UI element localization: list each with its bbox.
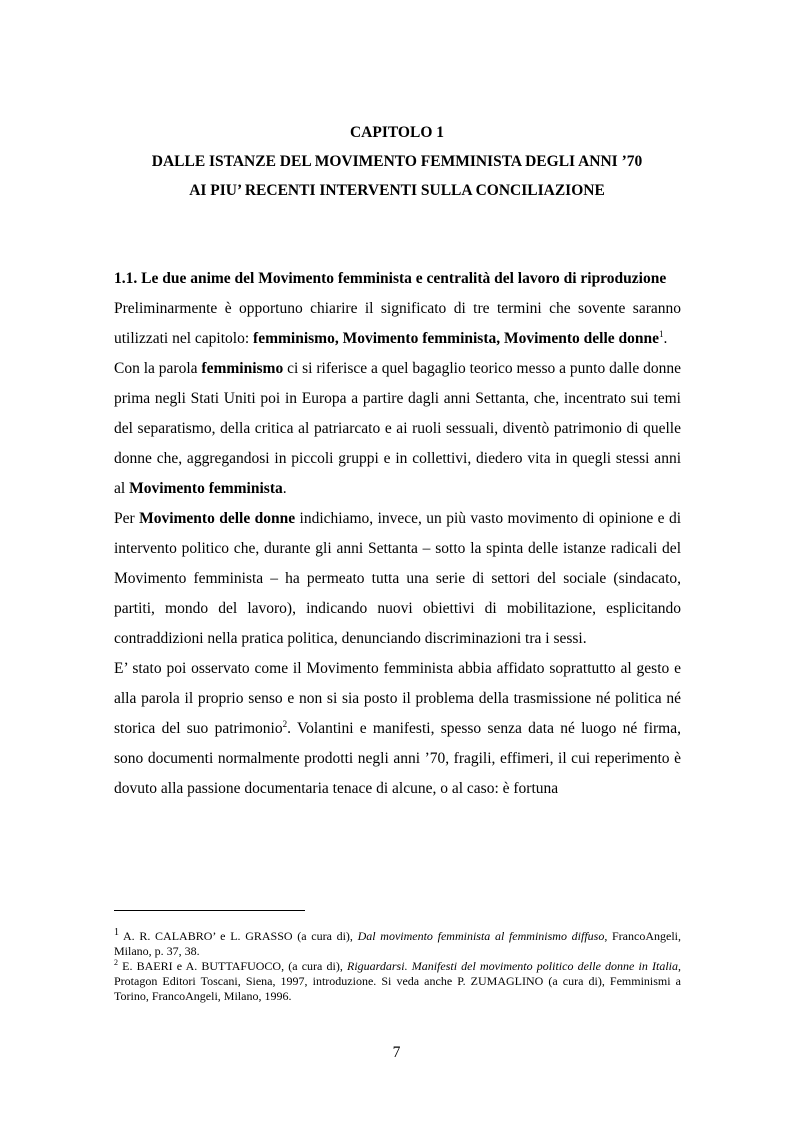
footnote-text: A. R. CALABRO’ e L. GRASSO (a cura di), [119, 929, 358, 943]
paragraph-text: E’ stato poi osservato come il Movimento femminista abbia affidato soprattutto al gesto e alla parola il proprio senso e non si sia posto il problema della trasmissione né politica né storica del suo patrimonio [114, 660, 681, 737]
paragraph-text: Per [114, 510, 140, 527]
footnote-text: , Protagon Editori Toscani, Siena, 1997, introduzione. Si veda anche P. ZUMAGLINO (a cura di), Femminismi a Torino, FrancoAngeli, Milano, 1996. [114, 959, 682, 1003]
section-heading: 1.1. Le due anime del Movimento femminista e centralità del lavoro di riproduzione [114, 270, 667, 287]
chapter-title-line-1: DALLE ISTANZE DEL MOVIMENTO FEMMINISTA DEGLI ANNI ’70 [151, 153, 643, 170]
paragraph-text: . [663, 330, 668, 347]
bold-term: Movimento delle donne [139, 510, 296, 527]
footnote-ref-1[interactable]: 1 [659, 328, 664, 339]
paragraph-movimento-donne [114, 504, 681, 654]
footnote-separator [114, 910, 305, 911]
page-number: 7 [392, 1044, 401, 1061]
footnote-title: Riguardarsi. Manifesti del movimento politico delle donne in Italia [347, 959, 679, 973]
footnote-mark: 1 [114, 927, 119, 938]
paragraph-text: Con la parola [114, 360, 202, 377]
paragraph-trasmissione [114, 654, 681, 804]
main-body [114, 264, 681, 804]
footnote-title: Dal movimento femminista al femminismo diffuso [357, 929, 605, 943]
bold-terms: femminismo, Movimento femminista, Movimento delle donne [253, 330, 659, 347]
footnote-text: , FrancoAngeli, Milano, p. 37, 38. [114, 929, 681, 958]
paragraph-text: . Volantini e manifesti, spesso senza data né luogo né firma, sono documenti normalmente prodotti negli anni ’70, fragili, effimeri, il cui reperimento è dovuto alla passione documentaria tenace di alcune, o al caso: è fortuna [114, 720, 681, 797]
footnote-text: E. BAERI e A. BUTTAFUOCO, (a cura di), [118, 959, 347, 973]
paragraph-text: . [282, 480, 287, 497]
footnote-ref-2[interactable]: 2 [282, 718, 288, 729]
footnotes [114, 929, 681, 1004]
paragraph-definitions [114, 294, 681, 354]
bold-term: femminismo [201, 360, 284, 377]
chapter-heading [112, 118, 682, 205]
paragraph-text: Preliminarmente è opportuno chiarire il significato di tre termini che sovente saranno utilizzati nel capitolo: [114, 300, 681, 347]
paragraph-text: indichiamo, invece, un più vasto movimento di opinione e di intervento politico che, durante gli anni Settanta – sotto la spinta delle istanze radicali del Movimento femminista – ha permeato tutta una serie di settori del sociale (sindacato, partiti, mondo del lavoro), indicando nuovi obiettivi di mobilitazione, esplicitando contraddizioni nella pratica politica, denunciando discriminazioni tra i sessi. [114, 510, 681, 647]
footnote-1 [114, 929, 681, 959]
paragraph-text: ci si riferisce a quel bagaglio teorico messo a punto dalle donne prima negli Stati Uniti poi in Europa a partire dagli anni Settanta, che, incentrato sui temi del separatismo, della critica al patriarcato e ai ruoli sessuali, diventò patrimonio di quelle donne che, aggregandosi in piccoli gruppi e in collettivi, diedero vita in quegli stessi anni al [114, 360, 681, 497]
paragraph-femminismo [114, 354, 681, 504]
chapter-number: CAPITOLO 1 [349, 124, 445, 141]
chapter-title-line-2: AI PIU’ RECENTI INTERVENTI SULLA CONCILIAZIONE [189, 182, 605, 199]
bold-term: Movimento femminista [129, 480, 283, 497]
footnote-2 [114, 959, 681, 1004]
footnote-mark: 2 [114, 958, 118, 967]
